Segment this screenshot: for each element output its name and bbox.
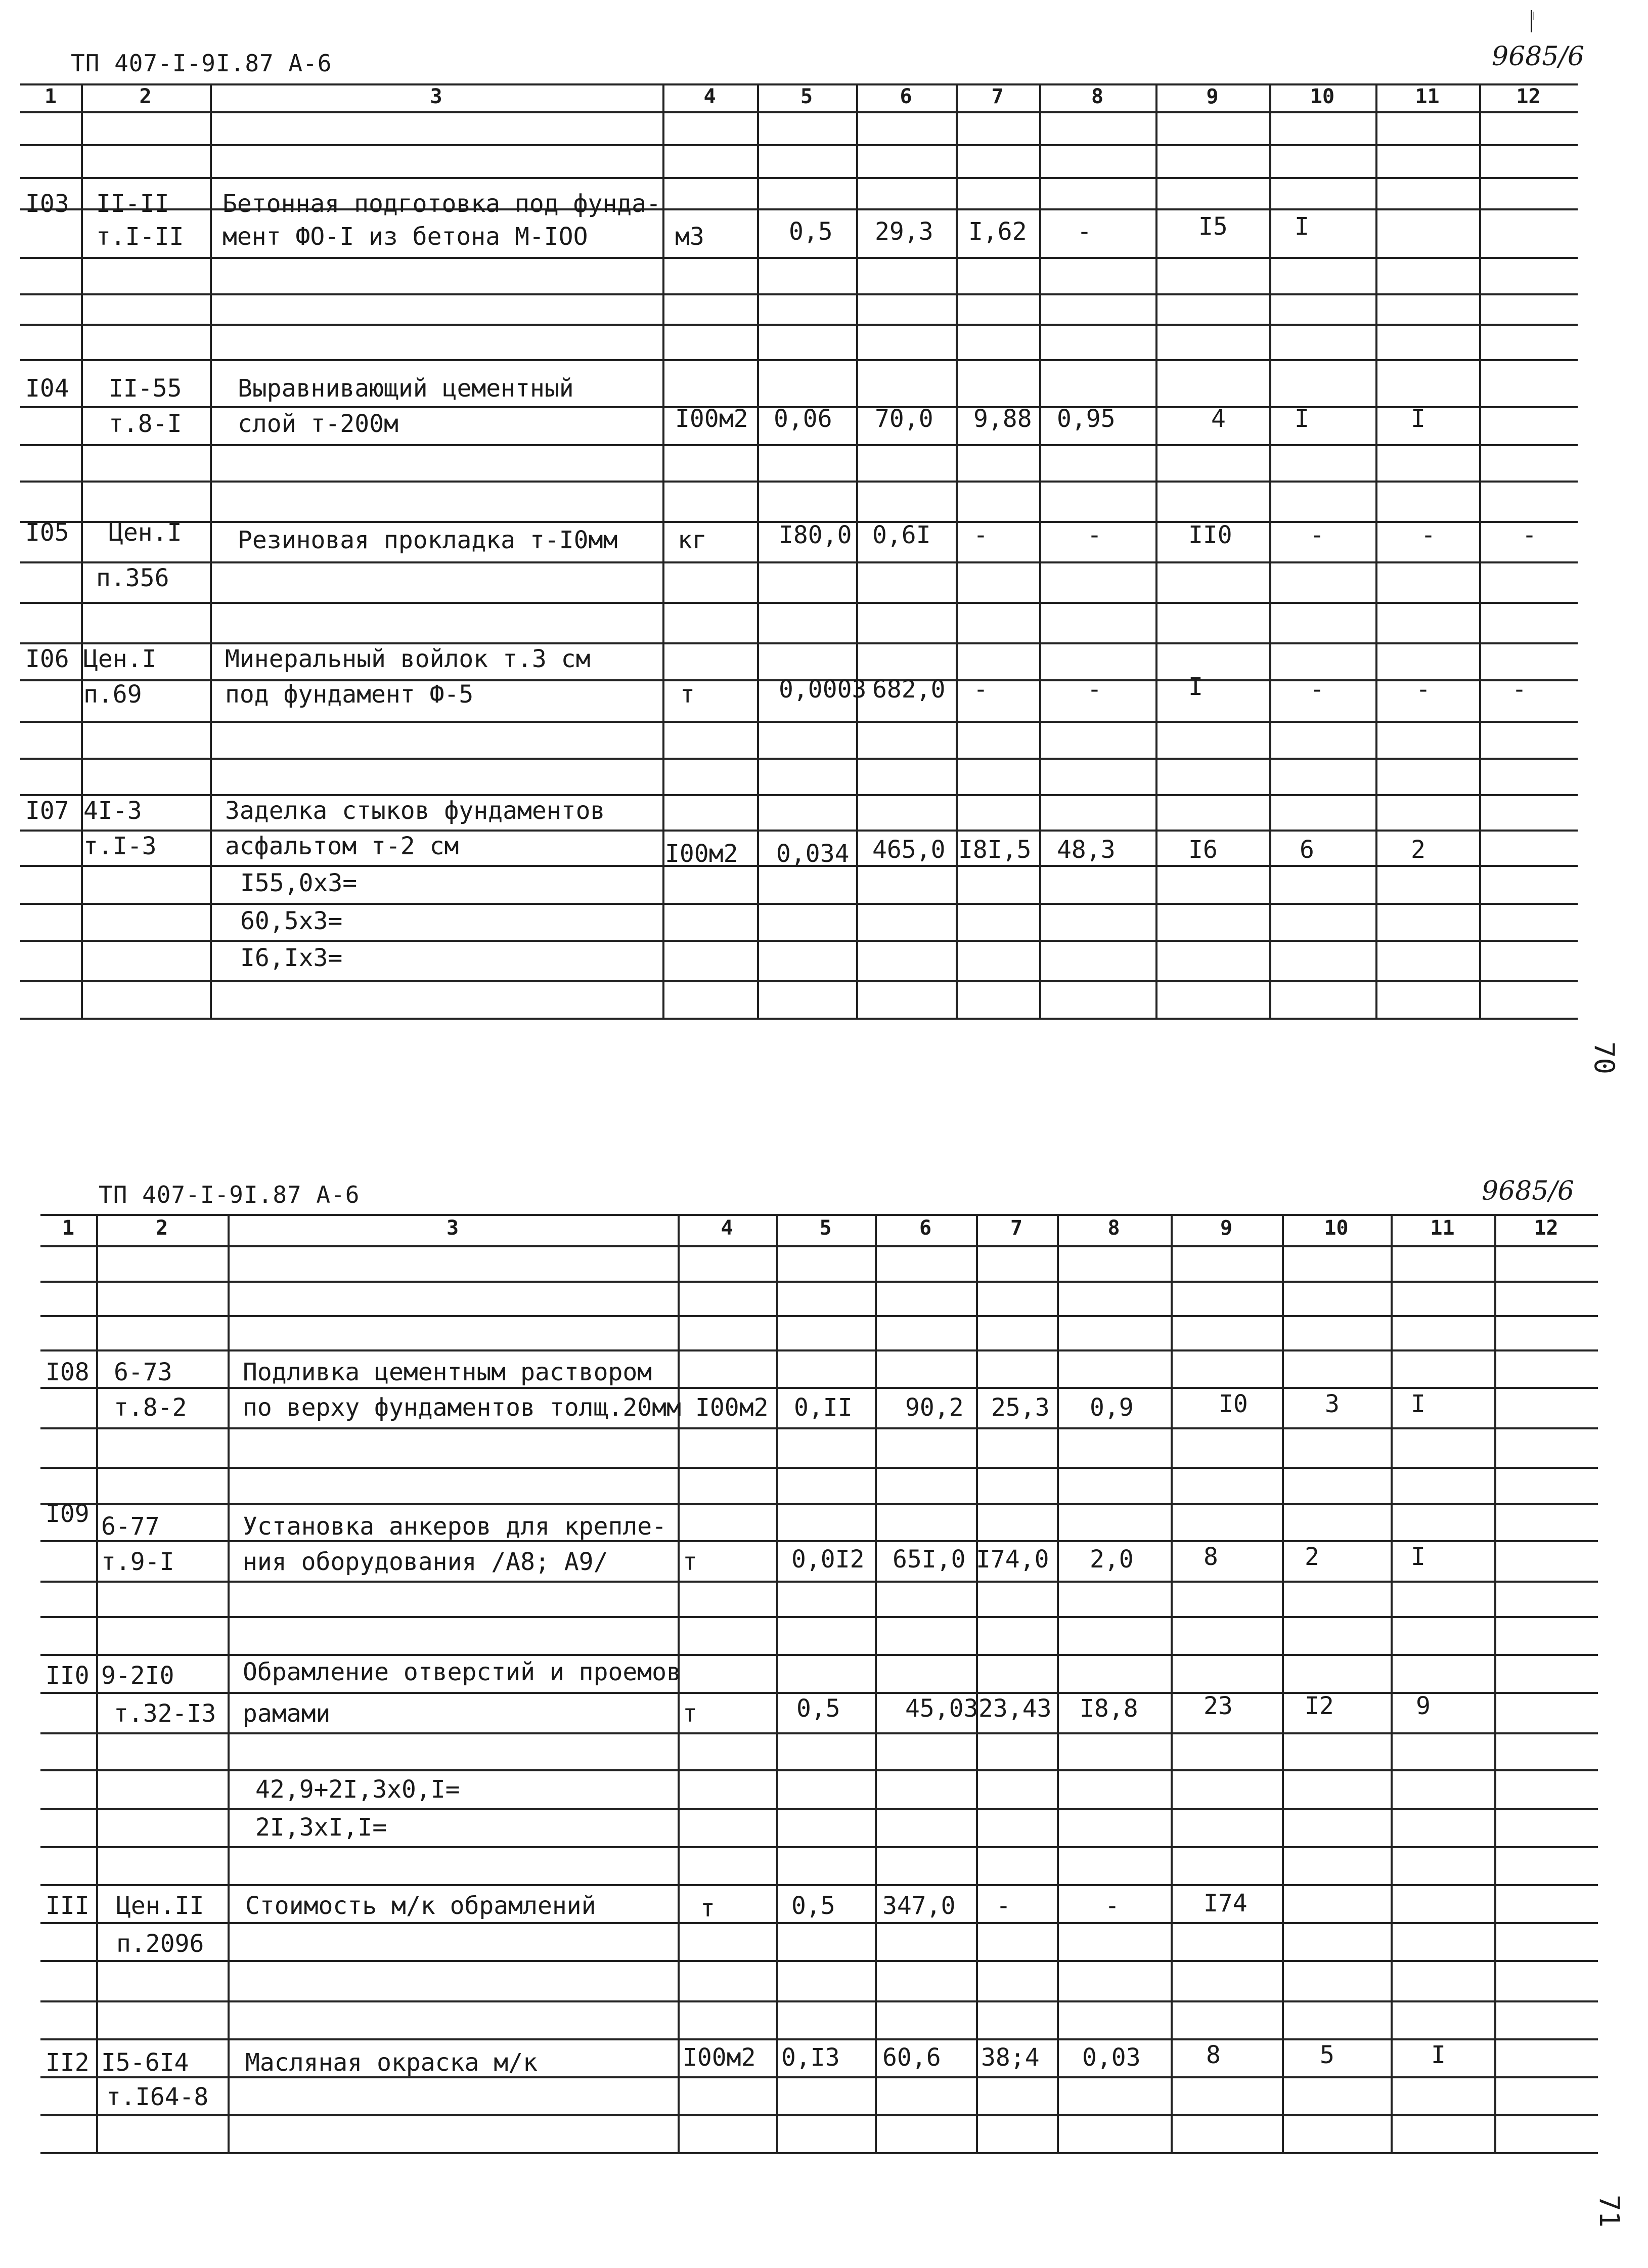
entry-c8: 2,0 [1090, 1545, 1134, 1574]
col-num-1: 1 [44, 85, 57, 108]
entry-unit: т [683, 1699, 697, 1728]
entry-ref: 6-77 [101, 1512, 160, 1541]
entry-c11: - [1421, 521, 1436, 549]
entry-ref: т.8-I [109, 410, 182, 438]
entry-c10: - [1310, 675, 1324, 704]
col-num-10: 10 [1324, 1216, 1349, 1240]
entry-c7: - [973, 675, 988, 704]
entry-c12: - [1522, 521, 1537, 549]
archive-code: 9685/6 [1492, 41, 1584, 72]
entry-unit: I00м2 [683, 2043, 756, 2072]
entry-c10: - [1310, 521, 1324, 549]
entry-c8: - [1105, 1892, 1120, 1920]
entry-c7: 9,88 [973, 405, 1032, 433]
entry-ref: т.32-I3 [114, 1699, 216, 1728]
entry-no: II0 [46, 1662, 90, 1690]
entry-quantity: 0,5 [791, 1892, 835, 1920]
col-num-3: 3 [446, 1216, 459, 1240]
entry-no: II2 [46, 2048, 90, 2077]
entry-price: 60,6 [882, 2043, 941, 2072]
entry-desc: слой т-200м [238, 410, 398, 438]
col-num-11: 11 [1415, 85, 1440, 108]
entry-desc: Установка анкеров для крепле- [243, 1512, 667, 1541]
entry-c7: - [996, 1892, 1011, 1920]
col-num-11: 11 [1430, 1216, 1455, 1240]
entry-ref: п.356 [96, 564, 169, 592]
entry-desc: Масляная окраска м/к [245, 2048, 538, 2077]
calc-line: I6,Iх3= [240, 944, 343, 972]
entry-c9: 23 [1204, 1692, 1233, 1720]
entry-price: 29,3 [875, 217, 933, 246]
entry-price: 90,2 [905, 1393, 964, 1422]
entry-desc: рамами [243, 1699, 331, 1728]
entry-c9: I0 [1219, 1390, 1248, 1418]
entry-c8: 0,9 [1090, 1393, 1134, 1422]
entry-c7: 23,43 [978, 1694, 1052, 1723]
entry-quantity: 0,034 [776, 840, 850, 868]
entry-c11: 9 [1416, 1692, 1431, 1720]
entry-quantity: 0,I3 [781, 2043, 840, 2072]
entry-ref: 6-73 [114, 1358, 172, 1386]
entry-c10: I [1295, 405, 1309, 433]
col-num-6: 6 [919, 1216, 932, 1240]
col-num-5: 5 [800, 85, 813, 108]
entry-desc: ния оборудования /А8; А9/ [243, 1548, 608, 1576]
entry-c9: 8 [1204, 1543, 1218, 1571]
col-num-2: 2 [139, 85, 152, 108]
entry-unit: т [700, 1894, 715, 1923]
entry-quantity: 0,5 [796, 1694, 840, 1723]
entry-ref: Цен.I [109, 518, 182, 547]
entry-c8: - [1087, 675, 1102, 704]
entry-ref: т.I-3 [83, 832, 157, 860]
entry-c7: I,62 [968, 217, 1027, 246]
doc-id: ТП 407-I-9I.87 А-6 [71, 50, 332, 77]
entry-no: III [46, 1892, 90, 1920]
entry-unit: т [683, 1548, 697, 1576]
page-number: 71 [1593, 2194, 1626, 2228]
entry-c10: I [1295, 212, 1309, 241]
col-num-8: 8 [1091, 85, 1104, 108]
entry-desc: Обрамление отверстий и проемов [243, 1658, 681, 1686]
col-num-7: 7 [991, 85, 1004, 108]
entry-no: I08 [46, 1358, 90, 1386]
entry-unit: т [680, 680, 695, 709]
entry-price: 65I,0 [893, 1545, 966, 1574]
calc-line: 2I,3хI,I= [255, 1813, 387, 1842]
entry-price: 682,0 [872, 675, 946, 704]
entry-c8: - [1087, 521, 1102, 549]
entry-ref: 9-2I0 [101, 1662, 174, 1690]
entry-c9: 8 [1206, 2041, 1221, 2069]
col-num-12: 12 [1534, 1216, 1558, 1240]
entry-c10: 5 [1320, 2041, 1334, 2069]
entry-desc: Выравнивающий цементный [238, 374, 574, 403]
entry-quantity: 0,5 [789, 217, 833, 246]
entry-ref: п.2096 [116, 1930, 204, 1958]
entry-c11: I [1411, 1390, 1426, 1418]
calc-line: 60,5х3= [240, 907, 343, 935]
entry-price: 0,6I [872, 521, 931, 549]
entry-quantity: 0,II [794, 1393, 853, 1422]
entry-desc: Минеральный войлок т.3 см [225, 645, 591, 673]
col-num-12: 12 [1516, 85, 1541, 108]
entry-desc: мент ФО-I из бетона М-IОО [222, 223, 588, 251]
col-num-9: 9 [1206, 85, 1219, 108]
entry-c10: 3 [1325, 1390, 1340, 1418]
entry-c9: II0 [1188, 521, 1232, 549]
entry-ref: т.8-2 [114, 1393, 187, 1422]
col-num-6: 6 [900, 85, 912, 108]
entry-no: I04 [25, 374, 69, 403]
entry-price: 45,03 [905, 1694, 978, 1723]
entry-c9: I5 [1198, 212, 1228, 241]
col-num-7: 7 [1010, 1216, 1023, 1240]
entry-c9: I6 [1188, 836, 1218, 864]
entry-unit: I00м2 [665, 840, 738, 868]
col-num-1: 1 [62, 1216, 75, 1240]
entry-price: 465,0 [872, 836, 946, 864]
entry-quantity: 0,0003 [779, 675, 867, 704]
entry-c7: - [973, 521, 988, 549]
entry-ref: т.I64-8 [106, 2083, 209, 2111]
page-number: 70 [1588, 1041, 1621, 1075]
entry-c11: 2 [1411, 836, 1426, 864]
entry-price: 347,0 [882, 1892, 956, 1920]
calc-line: I55,0х3= [240, 869, 358, 897]
doc-id: ТП 407-I-9I.87 А-6 [99, 1181, 360, 1208]
entry-no: I03 [25, 190, 69, 218]
entry-c9: I74 [1204, 1889, 1248, 1917]
entry-no: I05 [25, 518, 69, 547]
entry-no: I06 [25, 645, 69, 673]
entry-desc: асфальтом т-2 см [225, 832, 459, 860]
entry-c11: I [1411, 1543, 1426, 1571]
entry-desc: под фундамент Ф-5 [225, 680, 474, 709]
entry-c10: 6 [1300, 836, 1314, 864]
entry-c8: - [1077, 217, 1092, 246]
entry-c9: 4 [1211, 405, 1226, 433]
calc-line: 42,9+2I,3х0,I= [255, 1775, 460, 1804]
entry-desc: Стоимость м/к обрамлений [245, 1892, 596, 1920]
entry-ref: II-55 [109, 374, 182, 403]
entry-c10: 2 [1305, 1543, 1319, 1571]
entry-c7: 25,3 [991, 1393, 1050, 1422]
entry-unit: кг [678, 526, 707, 554]
entry-c12: - [1512, 675, 1527, 704]
entry-desc: Резиновая прокладка т-I0мм [238, 526, 618, 554]
col-num-3: 3 [430, 85, 442, 108]
entry-c11: - [1416, 675, 1431, 704]
entry-ref: 4I-3 [83, 797, 142, 825]
entry-quantity: I80,0 [779, 521, 852, 549]
entry-no: I09 [46, 1500, 90, 1528]
archive-code: 9685/6 [1482, 1176, 1574, 1206]
entry-desc: по верху фундаментов толщ.20мм [243, 1393, 681, 1422]
col-num-9: 9 [1220, 1216, 1233, 1240]
col-num-10: 10 [1310, 85, 1335, 108]
entry-no: I07 [25, 797, 69, 825]
col-num-4: 4 [703, 85, 716, 108]
top-mark: | [1531, 10, 1532, 32]
entry-ref: п.69 [83, 680, 142, 709]
entry-desc: Заделка стыков фундаментов [225, 797, 605, 825]
col-num-8: 8 [1107, 1216, 1120, 1240]
entry-c7: I74,0 [976, 1545, 1049, 1574]
entry-c9: I [1188, 673, 1203, 701]
entry-c7: I8I,5 [958, 836, 1032, 864]
entry-c8: 0,03 [1082, 2043, 1141, 2072]
entry-ref: II-II [96, 190, 169, 218]
entry-ref: I5-6I4 [101, 2048, 189, 2077]
col-num-5: 5 [819, 1216, 832, 1240]
entry-c11: I [1411, 405, 1426, 433]
entry-c10: I2 [1305, 1692, 1334, 1720]
entry-unit: I00м2 [675, 405, 748, 433]
entry-quantity: 0,06 [774, 405, 832, 433]
entry-price: 70,0 [875, 405, 933, 433]
entry-ref: Цен.II [116, 1892, 204, 1920]
entry-unit: I00м2 [695, 1393, 769, 1422]
col-num-2: 2 [155, 1216, 168, 1240]
entry-quantity: 0,0I2 [791, 1545, 865, 1574]
entry-desc: Бетонная подготовка под фунда- [222, 190, 661, 218]
entry-ref: т.9-I [101, 1548, 174, 1576]
entry-ref: Цен.I [83, 645, 157, 673]
entry-unit: м3 [675, 223, 704, 251]
entry-c7: 38;4 [981, 2043, 1040, 2072]
entry-c8: 0,95 [1057, 405, 1116, 433]
col-num-4: 4 [721, 1216, 733, 1240]
entry-desc: Подливка цементным раствором [243, 1358, 652, 1386]
entry-c11: I [1431, 2041, 1446, 2069]
entry-c8: 48,3 [1057, 836, 1116, 864]
entry-c8: I8,8 [1080, 1694, 1138, 1723]
entry-ref: т.I-II [96, 223, 184, 251]
